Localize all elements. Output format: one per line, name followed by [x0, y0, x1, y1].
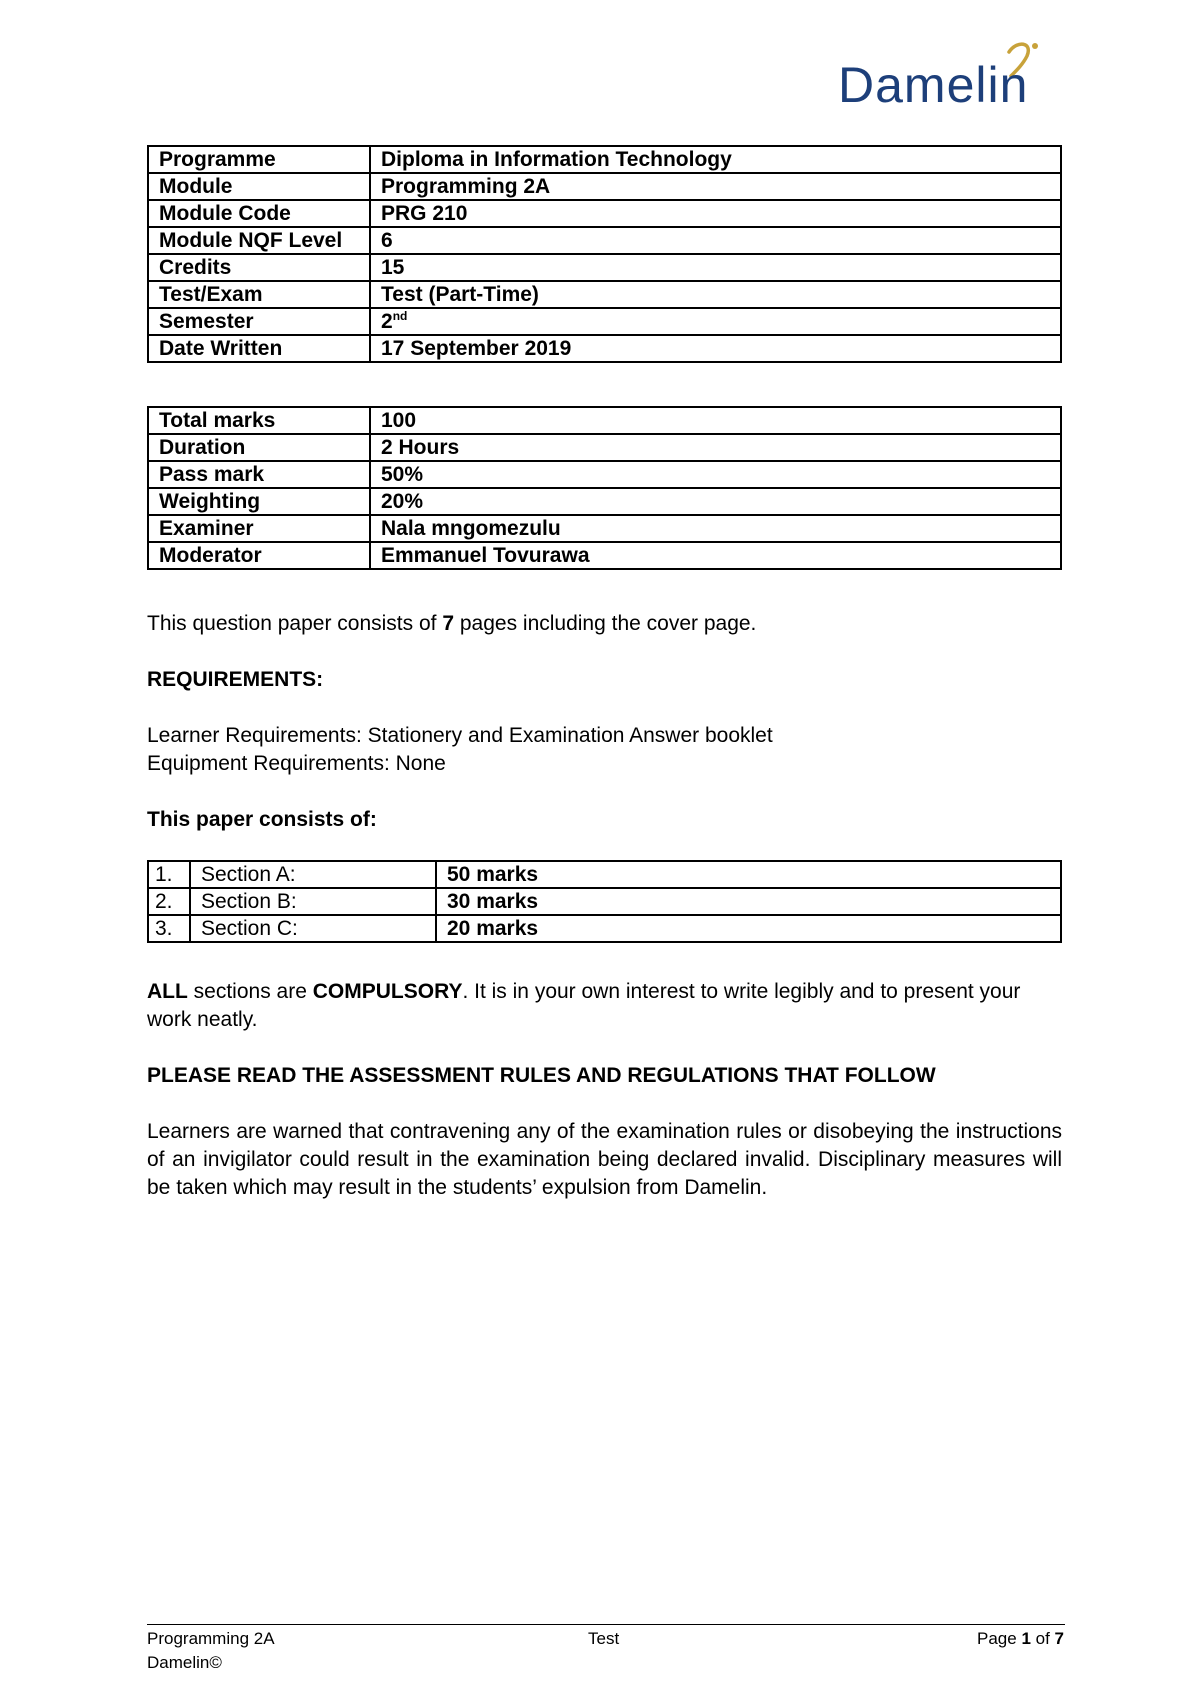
table-row [148, 407, 1061, 434]
compulsory-text-1: sections are [187, 980, 313, 1003]
table-row [148, 335, 1061, 362]
pages-sentence [147, 610, 1062, 638]
footer-page-prefix: Page [977, 1629, 1022, 1648]
footer-module: Programming 2A [147, 1629, 275, 1648]
warning-paragraph: Learners are warned that contravening any of the examination rules or disobeying the instructions of an invigilator could result in the examination being declared invalid. Disciplinary measures will be taken which may result in the students’ expulsion from Damelin. [147, 1120, 1062, 1199]
table-row [148, 146, 1061, 173]
row-label-module-code: Module Code [148, 200, 370, 227]
rules-heading: PLEASE READ THE ASSESSMENT RULES AND REGULATIONS THAT FOLLOW [147, 1064, 936, 1087]
requirements-heading: REQUIREMENTS: [147, 668, 324, 691]
table-row [148, 515, 1061, 542]
marks-info-table [147, 406, 1062, 570]
semester-suffix: nd [392, 309, 408, 323]
equipment-requirements: Equipment Requirements: None [147, 752, 446, 775]
row-value-duration: 2 Hours [370, 434, 1061, 461]
row-label-nqf-level: Module NQF Level [148, 227, 370, 254]
footer-page-number [977, 1628, 1064, 1650]
footer-divider [147, 1624, 1065, 1625]
module-info-table [147, 145, 1062, 363]
section-name: Section B: [190, 888, 436, 915]
row-value-pass-mark: 50% [370, 461, 1061, 488]
table-row [148, 254, 1061, 281]
section-marks: 20 marks [436, 915, 1061, 942]
table-row [148, 861, 1061, 888]
paper-consists-heading: This paper consists of: [147, 808, 377, 831]
row-value-examiner: Nala mngomezulu [370, 515, 1061, 542]
section-marks: 50 marks [436, 861, 1061, 888]
row-value-module: Programming 2A [370, 173, 1061, 200]
section-name: Section C: [190, 915, 436, 942]
table-row [148, 434, 1061, 461]
footer-page-of: of [1030, 1629, 1055, 1648]
table-row [148, 281, 1061, 308]
row-value-test-exam: Test (Part-Time) [370, 281, 1061, 308]
table-row [148, 227, 1061, 254]
table-row [148, 915, 1061, 942]
pages-count: 7 [442, 612, 455, 635]
compulsory-word: COMPULSORY [312, 980, 463, 1003]
row-value-nqf-level: 6 [370, 227, 1061, 254]
footer-page-current: 1 [1021, 1629, 1031, 1648]
row-value-moderator: Emmanuel Tovurawa [370, 542, 1061, 569]
row-label-duration: Duration [148, 434, 370, 461]
section-number: 3. [148, 915, 190, 942]
row-label-module: Module [148, 173, 370, 200]
footer-page-total: 7 [1054, 1629, 1064, 1648]
compulsory-text-2: . It is in your own interest to write legibly and to present your work neatly. [147, 980, 1021, 1031]
row-label-semester: Semester [148, 308, 370, 335]
footer-test: Test [588, 1629, 620, 1648]
logo-text: Damelin [838, 57, 1029, 113]
section-number: 2. [148, 888, 190, 915]
table-row [148, 200, 1061, 227]
table-row [148, 542, 1061, 569]
row-value-programme: Diploma in Information Technology [370, 146, 1061, 173]
row-value-total-marks: 100 [370, 407, 1061, 434]
row-label-moderator: Moderator [148, 542, 370, 569]
table-row [148, 488, 1061, 515]
semester-number: 2 [381, 310, 393, 333]
table-row [148, 461, 1061, 488]
row-value-semester [370, 308, 1061, 335]
sections-table [147, 860, 1062, 943]
row-label-pass-mark: Pass mark [148, 461, 370, 488]
table-row [148, 888, 1061, 915]
row-label-test-exam: Test/Exam [148, 281, 370, 308]
table-row [148, 308, 1061, 335]
row-label-total-marks: Total marks [148, 407, 370, 434]
row-value-credits: 15 [370, 254, 1061, 281]
row-label-date-written: Date Written [148, 335, 370, 362]
section-name: Section A: [190, 861, 436, 888]
table-row [148, 173, 1061, 200]
footer-copyright: Damelin© [147, 1653, 222, 1672]
learner-requirements: Learner Requirements: Stationery and Examination Answer booklet [147, 724, 773, 747]
compulsory-statement [147, 978, 1062, 1034]
row-label-credits: Credits [148, 254, 370, 281]
row-value-weighting: 20% [370, 488, 1061, 515]
row-label-programme: Programme [148, 146, 370, 173]
row-label-weighting: Weighting [148, 488, 370, 515]
damelin-logo [838, 38, 1078, 114]
section-marks: 30 marks [436, 888, 1061, 915]
pages-sentence-after: pages including the cover page. [454, 612, 757, 635]
compulsory-all: ALL [147, 980, 188, 1003]
row-value-module-code: PRG 210 [370, 200, 1061, 227]
row-value-date-written: 17 September 2019 [370, 335, 1061, 362]
row-label-examiner: Examiner [148, 515, 370, 542]
pages-sentence-before: This question paper consists of [147, 612, 443, 635]
section-number: 1. [148, 861, 190, 888]
